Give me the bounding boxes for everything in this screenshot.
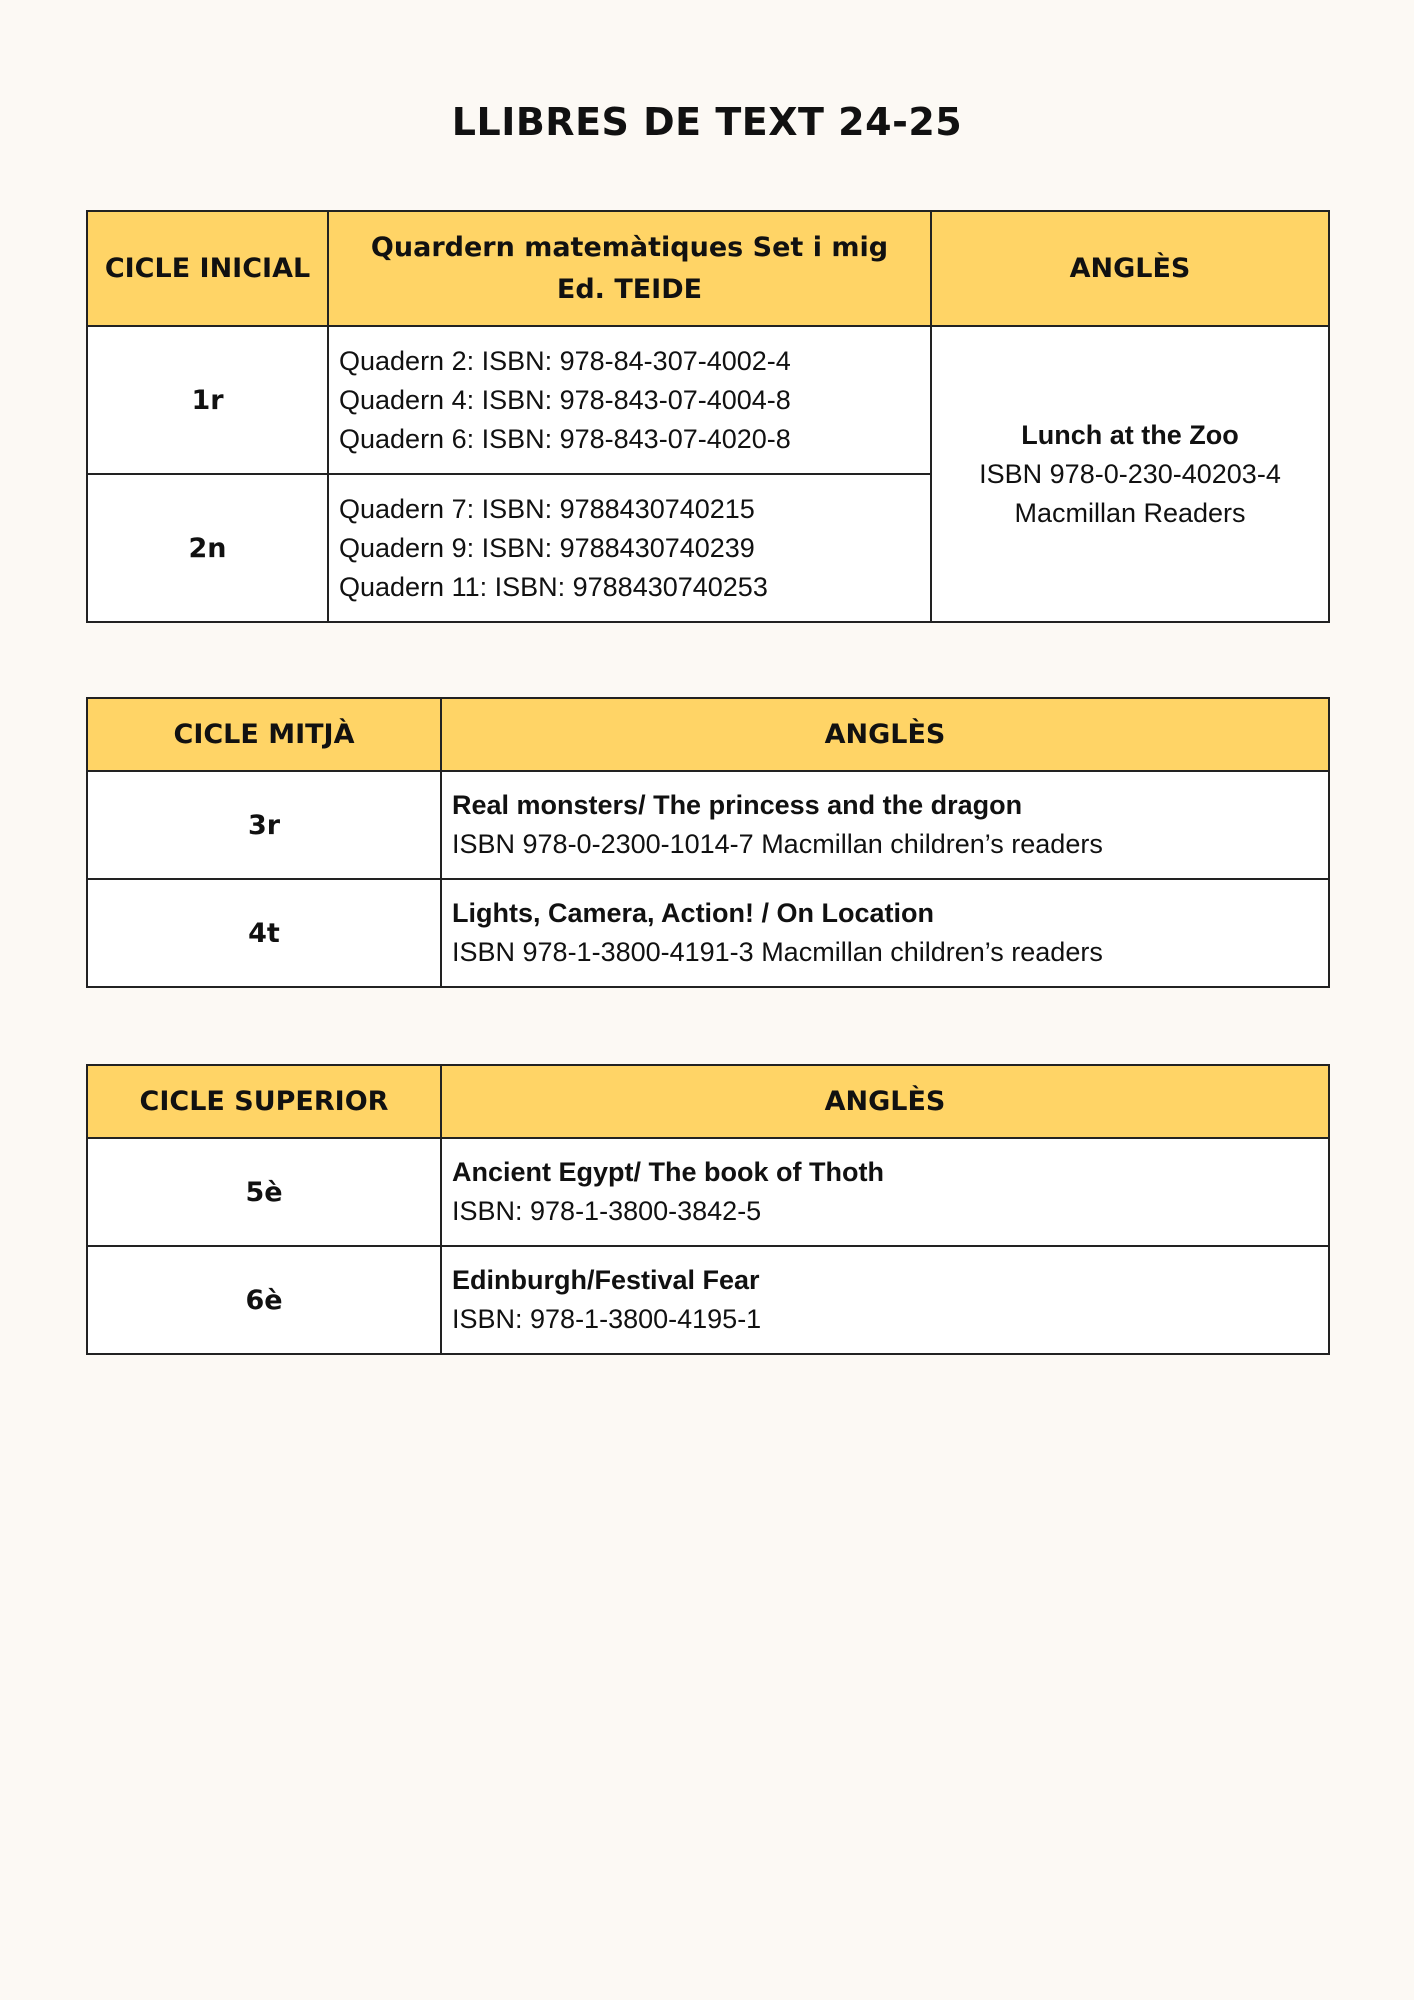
book-title: Lights, Camera, Action! / On Location	[452, 898, 935, 928]
cicle-inicial-table	[86, 210, 1330, 623]
english-book	[441, 771, 1329, 879]
header-cicle-superior: CICLE SUPERIOR	[87, 1065, 441, 1138]
english-book	[931, 326, 1329, 622]
course-label: 4t	[87, 879, 441, 987]
book-title: Lunch at the Zoo	[1021, 419, 1239, 450]
table-row	[87, 326, 1329, 474]
header-maths-title: Quardern matemàtiques Set i mig	[370, 231, 889, 263]
course-label: 2n	[87, 474, 328, 622]
table-row	[87, 1246, 1329, 1354]
course-label: 1r	[87, 326, 328, 474]
course-label: 3r	[87, 771, 441, 879]
header-maths	[328, 211, 931, 326]
header-cicle-mitja: CICLE MITJÀ	[87, 698, 441, 771]
maths-books	[328, 326, 931, 474]
book-title: Ancient Egypt/ The book of Thoth	[452, 1157, 884, 1187]
book-detail: ISBN 978-1-3800-4191-3 Macmillan children’s readers	[452, 937, 1103, 967]
book-line: Quadern 7: ISBN: 9788430740215	[339, 493, 755, 524]
book-line: Quadern 2: ISBN: 978-84-307-4002-4	[339, 345, 791, 376]
book-line: Quadern 6: ISBN: 978-843-07-4020-8	[339, 423, 791, 454]
table-row	[87, 1138, 1329, 1246]
cicle-mitja-table	[86, 697, 1330, 988]
book-line: Quadern 4: ISBN: 978-843-07-4004-8	[339, 384, 791, 415]
header-angles: ANGLÈS	[441, 1065, 1329, 1138]
header-angles: ANGLÈS	[441, 698, 1329, 771]
course-label: 6è	[87, 1246, 441, 1354]
header-cicle-inicial: CICLE INICIAL	[87, 211, 328, 326]
maths-books	[328, 474, 931, 622]
cicle-superior-table	[86, 1064, 1330, 1355]
english-book	[441, 1138, 1329, 1246]
book-detail: ISBN 978-0-2300-1014-7 Macmillan children’s readers	[452, 829, 1103, 859]
table-row	[87, 879, 1329, 987]
english-book	[441, 879, 1329, 987]
page-title: LLIBRES DE TEXT 24-25	[451, 100, 963, 144]
english-book	[441, 1246, 1329, 1354]
header-angles: ANGLÈS	[931, 211, 1329, 326]
book-detail: ISBN: 978-1-3800-4195-1	[452, 1304, 762, 1334]
header-maths-publisher: Ed. TEIDE	[556, 273, 703, 305]
book-detail: ISBN: 978-1-3800-3842-5	[452, 1196, 762, 1226]
book-isbn: ISBN 978-0-230-40203-4	[979, 458, 1281, 489]
book-title: Real monsters/ The princess and the dragon	[452, 790, 1023, 820]
book-line: Quadern 11: ISBN: 9788430740253	[339, 571, 768, 602]
book-publisher: Macmillan Readers	[1014, 497, 1246, 528]
book-line: Quadern 9: ISBN: 9788430740239	[339, 532, 755, 563]
book-title: Edinburgh/Festival Fear	[452, 1265, 760, 1295]
course-label: 5è	[87, 1138, 441, 1246]
table-row	[87, 771, 1329, 879]
